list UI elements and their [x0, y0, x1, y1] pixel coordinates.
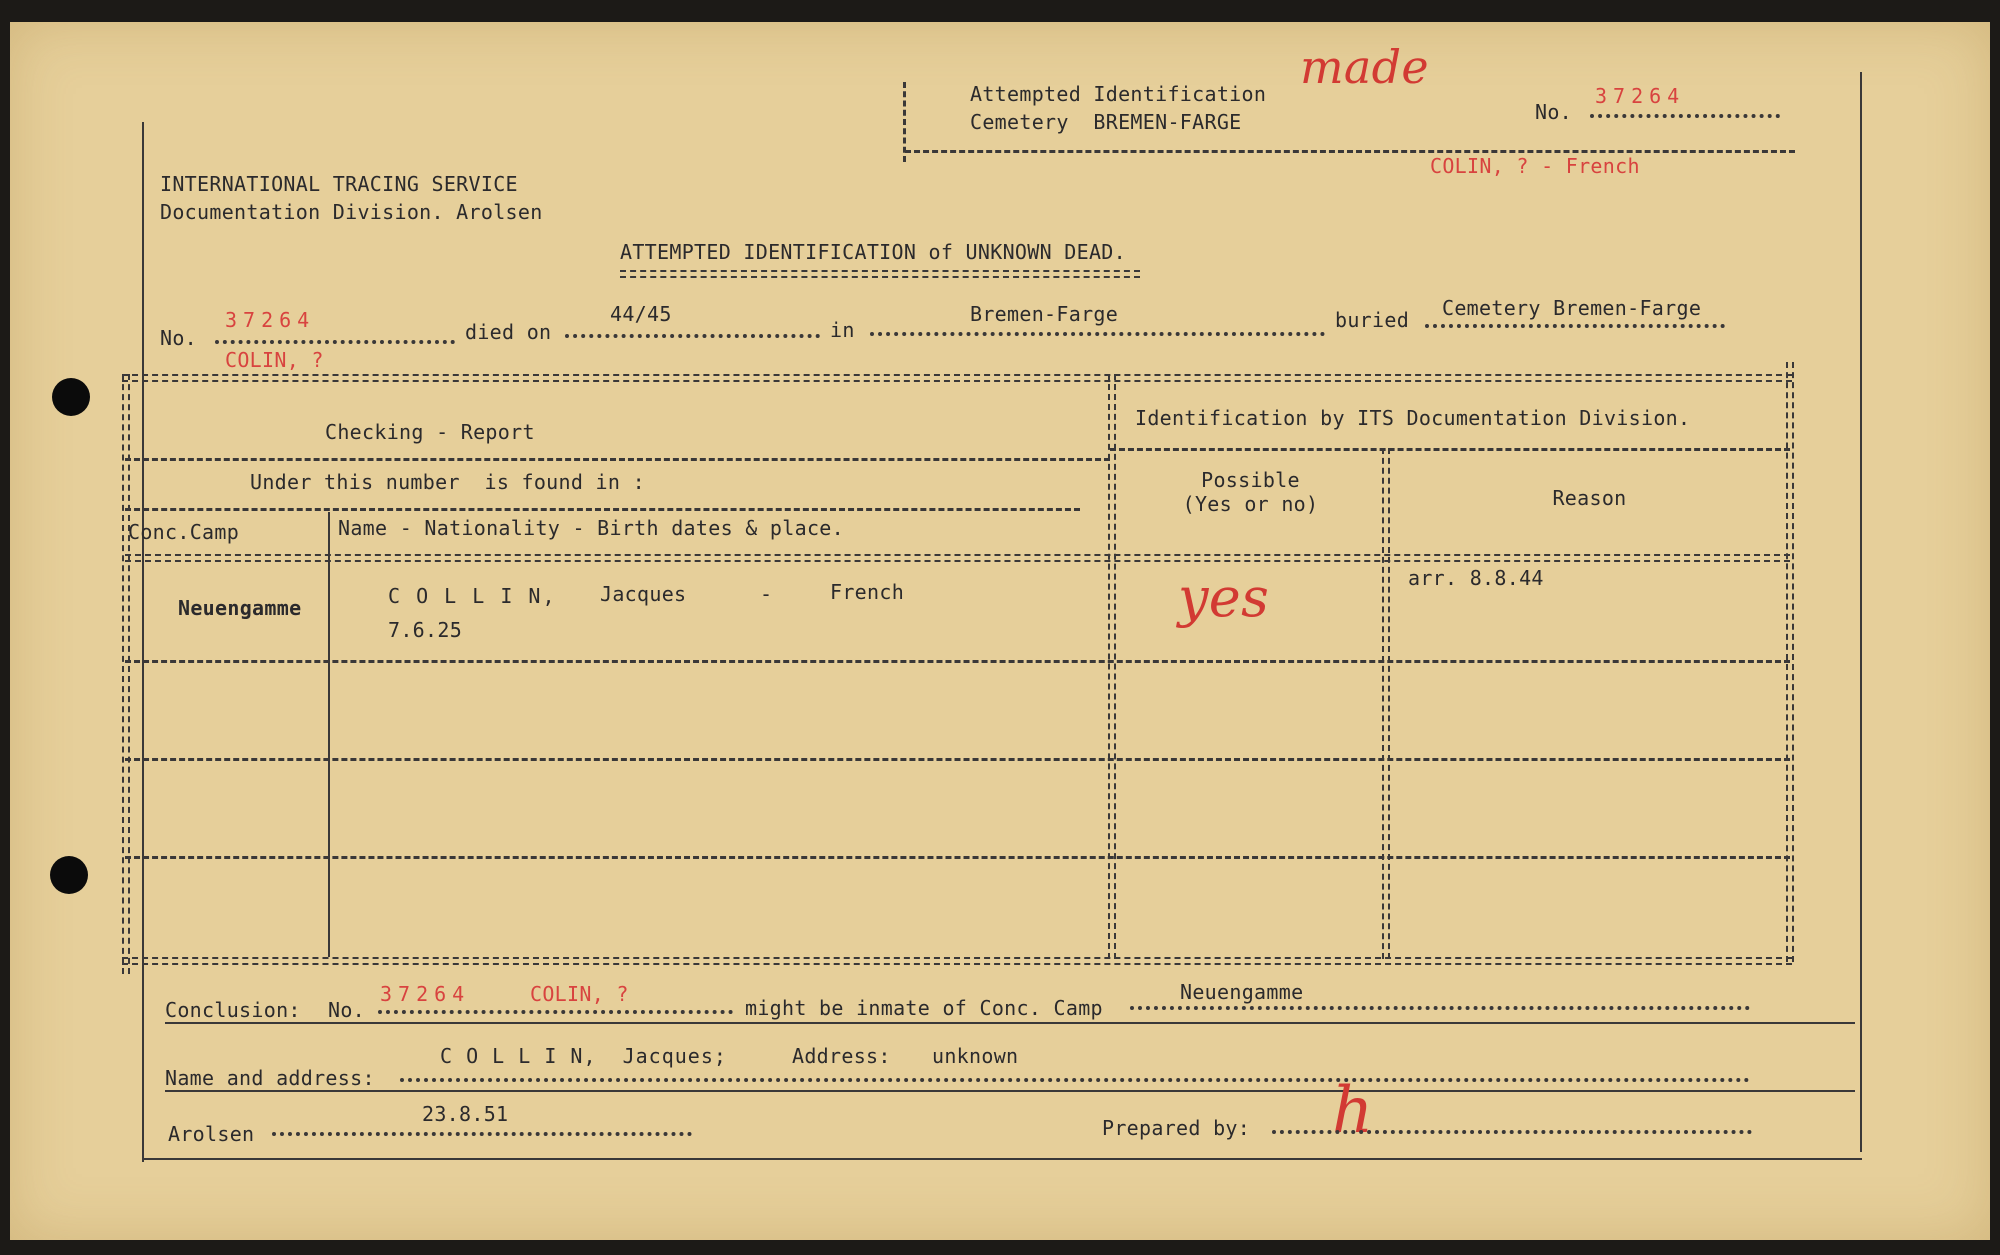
- row-line-2: [125, 758, 1790, 761]
- header-no-dots: [1590, 114, 1780, 118]
- frame-right: [1860, 72, 1862, 1152]
- header-no-value: 37264: [1595, 84, 1686, 108]
- footer-place-label: Arolsen: [168, 1122, 255, 1146]
- record-no-label: No.: [160, 326, 198, 350]
- conclusion-rule: [165, 1022, 1855, 1024]
- row-possible-yes: yes: [1178, 566, 1270, 629]
- frame-bottom: [142, 1158, 1862, 1160]
- record-died-dots: [565, 334, 820, 338]
- row-first-name: Jacques: [600, 582, 687, 606]
- name-address-value: C O L L I N, Jacques;: [440, 1044, 727, 1068]
- name-col-header: Name - Nationality - Birth dates & place.: [338, 516, 844, 540]
- footer-date-value: 23.8.51: [422, 1102, 509, 1126]
- header-box-bottom: [905, 150, 1795, 153]
- line-under-headers: [125, 554, 1790, 562]
- title-underline: [620, 270, 1140, 278]
- record-buried-dots: [1425, 324, 1725, 328]
- identification-header: Identification by ITS Documentation Division.: [1135, 406, 1691, 430]
- line-under-checking: [125, 458, 1110, 461]
- table-top-border: [122, 374, 1792, 382]
- line-under-found: [125, 508, 1080, 511]
- prepared-by-dots: [1272, 1130, 1752, 1134]
- row-line-3: [125, 856, 1790, 859]
- record-no-value: 37264: [225, 308, 316, 332]
- record-in-dots: [870, 332, 1325, 336]
- conclusion-no-dots: [378, 1010, 733, 1014]
- prepared-by-initial: h: [1332, 1074, 1374, 1148]
- document-title: ATTEMPTED IDENTIFICATION of UNKNOWN DEAD.: [620, 240, 1126, 264]
- record-buried-label: buried: [1335, 308, 1410, 332]
- camp-col-header: Conc.Camp: [128, 520, 240, 544]
- row-nationality: French: [830, 580, 905, 604]
- record-died-value: 44/45: [610, 302, 672, 326]
- record-buried-value: Cemetery Bremen-Farge: [1442, 296, 1702, 320]
- row-surname: C O L L I N,: [388, 584, 557, 608]
- org-line2: Documentation Division. Arolsen: [160, 200, 543, 224]
- made-annotation: made: [1300, 40, 1429, 94]
- header-name-note: COLIN, ? - French: [1430, 154, 1640, 178]
- record-no-dots: [215, 340, 455, 344]
- checking-report-header: Checking - Report: [325, 420, 535, 444]
- conclusion-no-value: 37264: [380, 982, 471, 1006]
- punch-hole-top: [52, 378, 90, 416]
- name-address-rule: [165, 1090, 1855, 1092]
- divider-possible-reason: [1382, 448, 1390, 959]
- prepared-by-label: Prepared by:: [1102, 1116, 1251, 1140]
- under-number-text: Under this number is found in :: [250, 470, 645, 494]
- address-value: unknown: [932, 1044, 1019, 1068]
- record-in-label: in: [830, 318, 855, 342]
- document-card: [10, 22, 1990, 1240]
- divider-check-ident: [1108, 374, 1116, 959]
- conclusion-text: might be inmate of Conc. Camp: [745, 996, 1103, 1020]
- conclusion-no-label: No.: [328, 998, 366, 1022]
- record-in-value: Bremen-Farge: [970, 302, 1119, 326]
- punch-hole-bottom: [50, 856, 88, 894]
- address-label: Address:: [792, 1044, 891, 1068]
- row-line-1: [125, 660, 1790, 663]
- header-no-label: No.: [1535, 100, 1573, 124]
- conclusion-camp-value: Neuengamme: [1180, 980, 1304, 1004]
- header-box-line1: Attempted Identification: [970, 82, 1267, 106]
- name-address-dots: [400, 1078, 1750, 1082]
- footer-date-dots: [272, 1132, 692, 1136]
- frame-left: [142, 122, 144, 1162]
- table-bottom-border: [122, 957, 1792, 965]
- reason-header: Reason: [1552, 486, 1627, 510]
- row-reason: arr. 8.8.44: [1408, 566, 1544, 590]
- name-address-label: Name and address:: [165, 1066, 375, 1090]
- org-line1: INTERNATIONAL TRACING SERVICE: [160, 172, 518, 196]
- conclusion-camp-dots: [1130, 1006, 1750, 1010]
- table-left-border: [122, 374, 130, 974]
- row-camp: Neuengamme: [178, 596, 302, 620]
- record-died-label: died on: [465, 320, 552, 344]
- possible-header-line2: (Yes or no): [1182, 492, 1319, 516]
- row-birth: 7.6.25: [388, 618, 463, 642]
- conclusion-name-value: COLIN, ?: [530, 982, 629, 1006]
- possible-header-line1: Possible: [1201, 468, 1300, 492]
- divider-camp-name: [328, 512, 330, 957]
- conclusion-label: Conclusion:: [165, 998, 301, 1022]
- header-box-line2: Cemetery BREMEN-FARGE: [970, 110, 1242, 134]
- record-name-value: COLIN, ?: [225, 348, 324, 372]
- row-dash: -: [760, 582, 773, 606]
- line-under-ident: [1110, 448, 1790, 451]
